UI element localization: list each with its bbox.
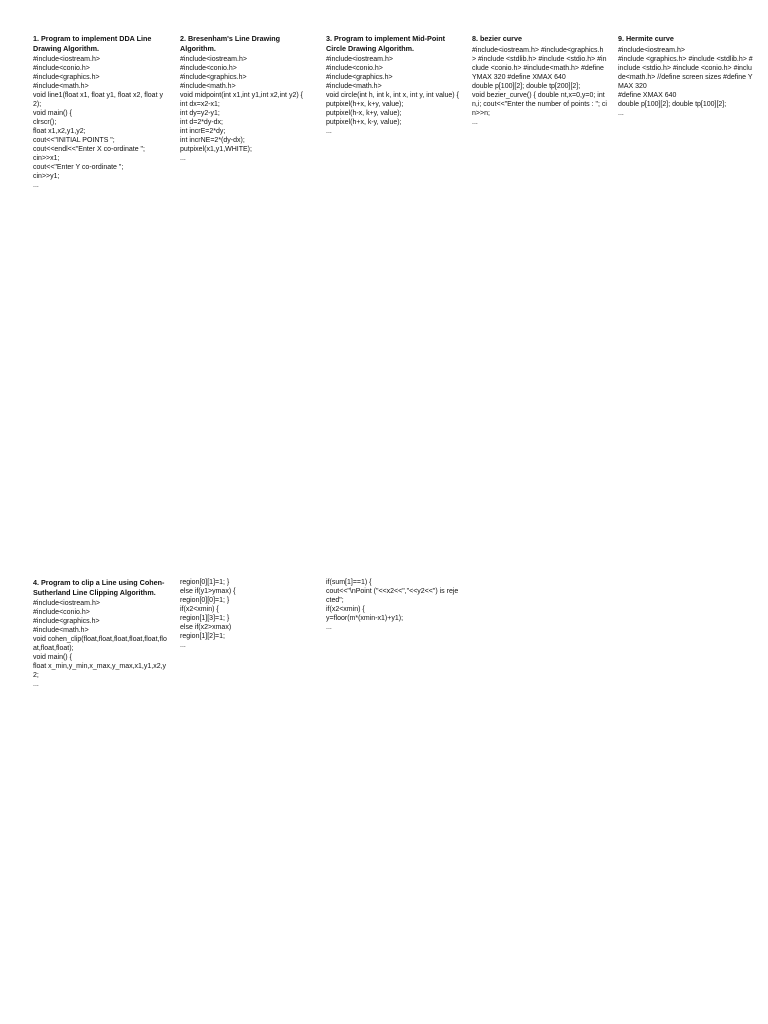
section-cohen-continued-a [180,578,315,650]
section-title: 2. Bresenham's Line Drawing Algorithm. [180,34,280,53]
section-bresenham [180,34,315,163]
section-cohen-sutherland [33,578,168,689]
section-title: 1. Program to implement DDA Line Drawing Algorithm. [33,34,152,53]
section-title: 4. Program to clip a Line using Cohen-Sutherland Line Clipping Algorithm. [33,578,165,597]
section-midpoint-circle [326,34,461,136]
code-block: #include<iostream.h> #include<conio.h> #include<graphics.h> #include<math.h> void midpoint(int x1,int y1,int x2,int y2) { int dx=x2-x1; int dy=y2-y1; int d=2*dy-dx; int incrE=2*dy; int incrNE=2*(dy-dx); putpixel(x1,y1,WHITE); ... [180,56,303,162]
code-block: #include<iostream.h> #include<conio.h> #include<graphics.h> #include<math.h> void circle(int h, int k, int x, int y, int value) { putpixel(h+x, k+y, value); putpixel(h-x, k+y, value); putpixel(h+x, k-y, value); ... [326,56,459,135]
section-title: 8. bezier curve [472,34,522,43]
section-title: 3. Program to implement Mid-Point Circle Drawing Algorithm. [326,34,446,53]
code-block: #include<iostream.h> #include <graphics.h> #include <stdlib.h> #include <stdio.h> #include <conio.h> #include<math.h> //define screen sizes #define YMAX 320 #define XMAX 640 double p[100][2]; double tp[100][2]; ... [618,46,753,117]
section-dda [33,34,168,190]
section-bezier [472,34,607,127]
code-block: #include<iostream.h> #include<graphics.h> #include <stdlib.h> #include <stdio.h> #include <conio.h> #include<math.h> #define YMAX 320 #define XMAX 640 double p[100][2]; double tp[200][2]; void bezier_curve() { double nt,x=0,y=0; int n,i; cout<<"Enter the number of points : "; cin>>n; ... [472,46,607,126]
section-title: 9. Hermite curve [618,34,674,43]
code-block: if(sum[1]==1) { cout<<"\nPoint ("<<x2<<","<<y2<<") is rejected"; if(x2<xmin) { y=floor(m*(xmin-x1)+y1); ... [326,579,459,631]
code-block: #include<iostream.h> #include<conio.h> #include<graphics.h> #include<math.h> void line1(float x1, float y1, float x2, float y2); void main() { clrscr(); float x1,x2,y1,y2; cout<<"INITIAL POINTS "; cout<<endl<<"Enter X co-ordinate "; cin>>x1; cout<<"Enter Y co-ordinate "; cin>>y1; ... [33,56,163,189]
section-cohen-continued-b [326,578,461,632]
section-hermite [618,34,753,118]
code-block: region[0][1]=1; } else if(y1>ymax) { region[0][0]=1; } if(x2<xmin) { region[1][3]=1; } else if(x2>xmax) region[1][2]=1; ... [180,579,236,649]
code-block: #include<iostream.h> #include<conio.h> #include<graphics.h> #include<math.h> void cohen_clip(float,float,float,float,float,float,float,float); void main() { float x_min,y_min,x_max,y_max,x1,y1,x2,y2; ... [33,600,167,688]
